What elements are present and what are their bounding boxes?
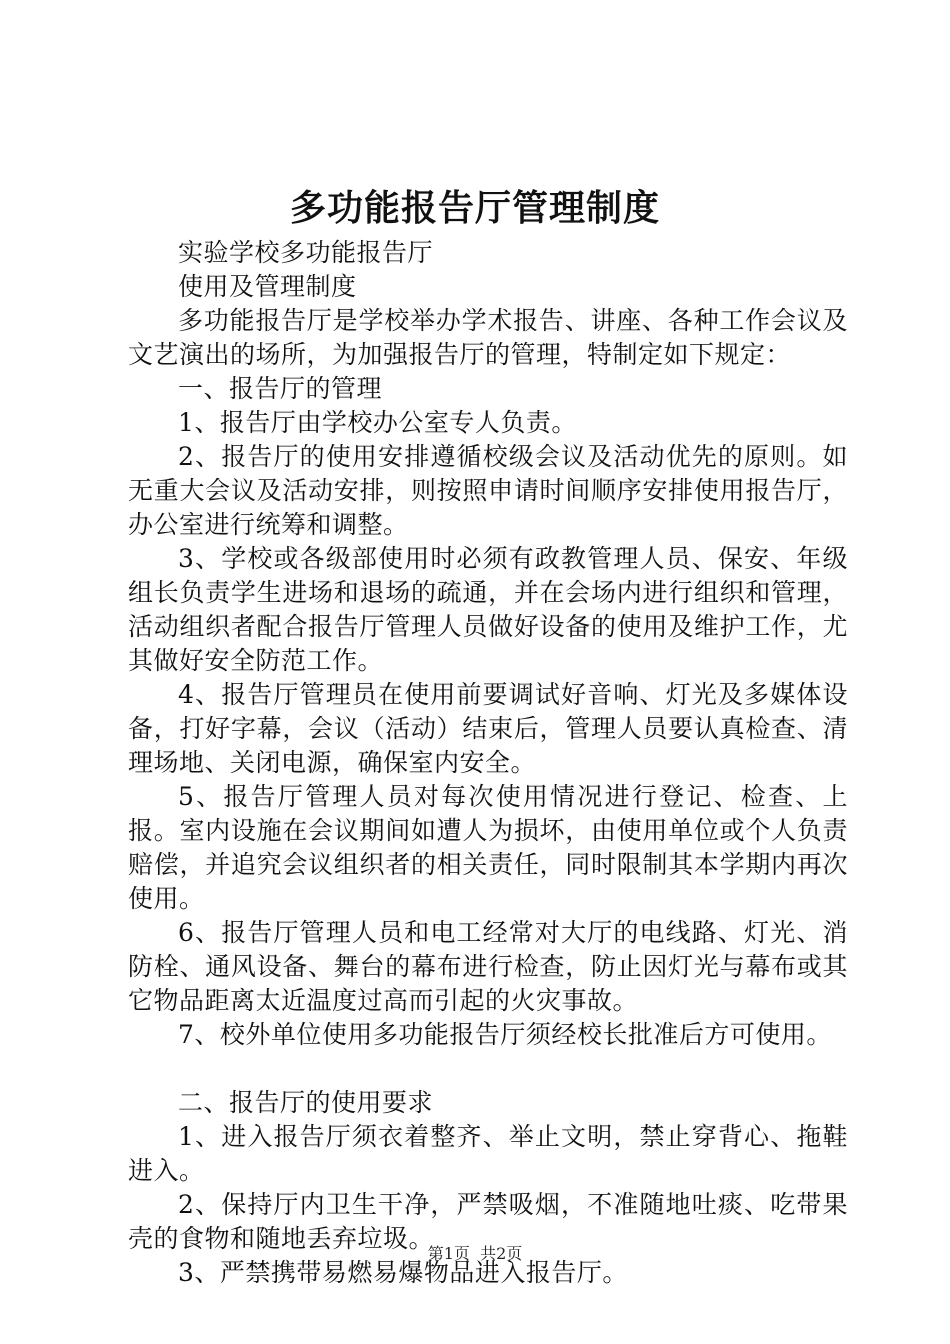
page-footer [0,1243,950,1265]
rule-item-2: 2、报告厅的使用安排遵循校级会议及活动优先的原则。如无重大会议及活动安排，则按照申请时间顺序安排使用报告厅，办公室进行统筹和调整。 [128,442,848,539]
usage-item-2: 2、保持厅内卫生干净，严禁吸烟，不准随地吐痰、吃带果壳的食物和随地丢弃垃圾。 [128,1190,848,1253]
subtitle-line-2: 使用及管理制度 [178,272,357,301]
rule-item-4: 4、报告厅管理员在使用前要调试好音响、灯光及多媒体设备，打好字幕，会议（活动）结束后，管理人员要认真检查、清理场地、关闭电源，确保室内安全。 [128,680,848,777]
subtitle-line-1: 实验学校多功能报告厅 [178,238,434,267]
rule-item-3: 3、学校或各级部使用时必须有政教管理人员、保安、年级组长负责学生进场和退场的疏通，并在会场内进行组织和管理，活动组织者配合报告厅管理人员做好设备的使用及维护工作，尤其做好安全防范工作。 [128,544,848,675]
page-number: 第1页 [427,1244,470,1263]
usage-item-1: 1、进入报告厅须衣着整齐、举止文明，禁止穿背心、拖鞋进入。 [128,1122,848,1185]
document-title: 多功能报告厅管理制度 [289,187,660,229]
rule-item-6: 6、报告厅管理人员和电工经常对大厅的电线路、灯光、消防栓、通风设备、舞台的幕布进行检查，防止因灯光与幕布或其它物品距离太近温度过高而引起的火灾事故。 [128,918,848,1015]
page-total: 共2页 [480,1244,523,1263]
section-heading-management: 一、报告厅的管理 [178,374,383,403]
paragraph-spacer [128,1052,848,1086]
section-heading-usage: 二、报告厅的使用要求 [178,1088,434,1117]
footer-separator [470,1244,480,1263]
rule-item-5: 5、报告厅管理人员对每次使用情况进行登记、检查、上报。室内设施在会议期间如遭人为损坏，由使用单位或个人负责赔偿，并追究会议组织者的相关责任，同时限制其本学期内再次使用。 [128,782,848,913]
document-body [128,236,848,1290]
intro-paragraph: 多功能报告厅是学校举办学术报告、讲座、各种工作会议及文艺演出的场所，为加强报告厅的管理，特制定如下规定： [128,306,848,369]
rule-item-7: 7、校外单位使用多功能报告厅须经校长批准后方可使用。 [178,1020,832,1049]
rule-item-1: 1、报告厅由学校办公室专人负责。 [178,408,577,437]
usage-item-3: 3、严禁携带易燃易爆物品进入报告厅。 [178,1258,628,1287]
